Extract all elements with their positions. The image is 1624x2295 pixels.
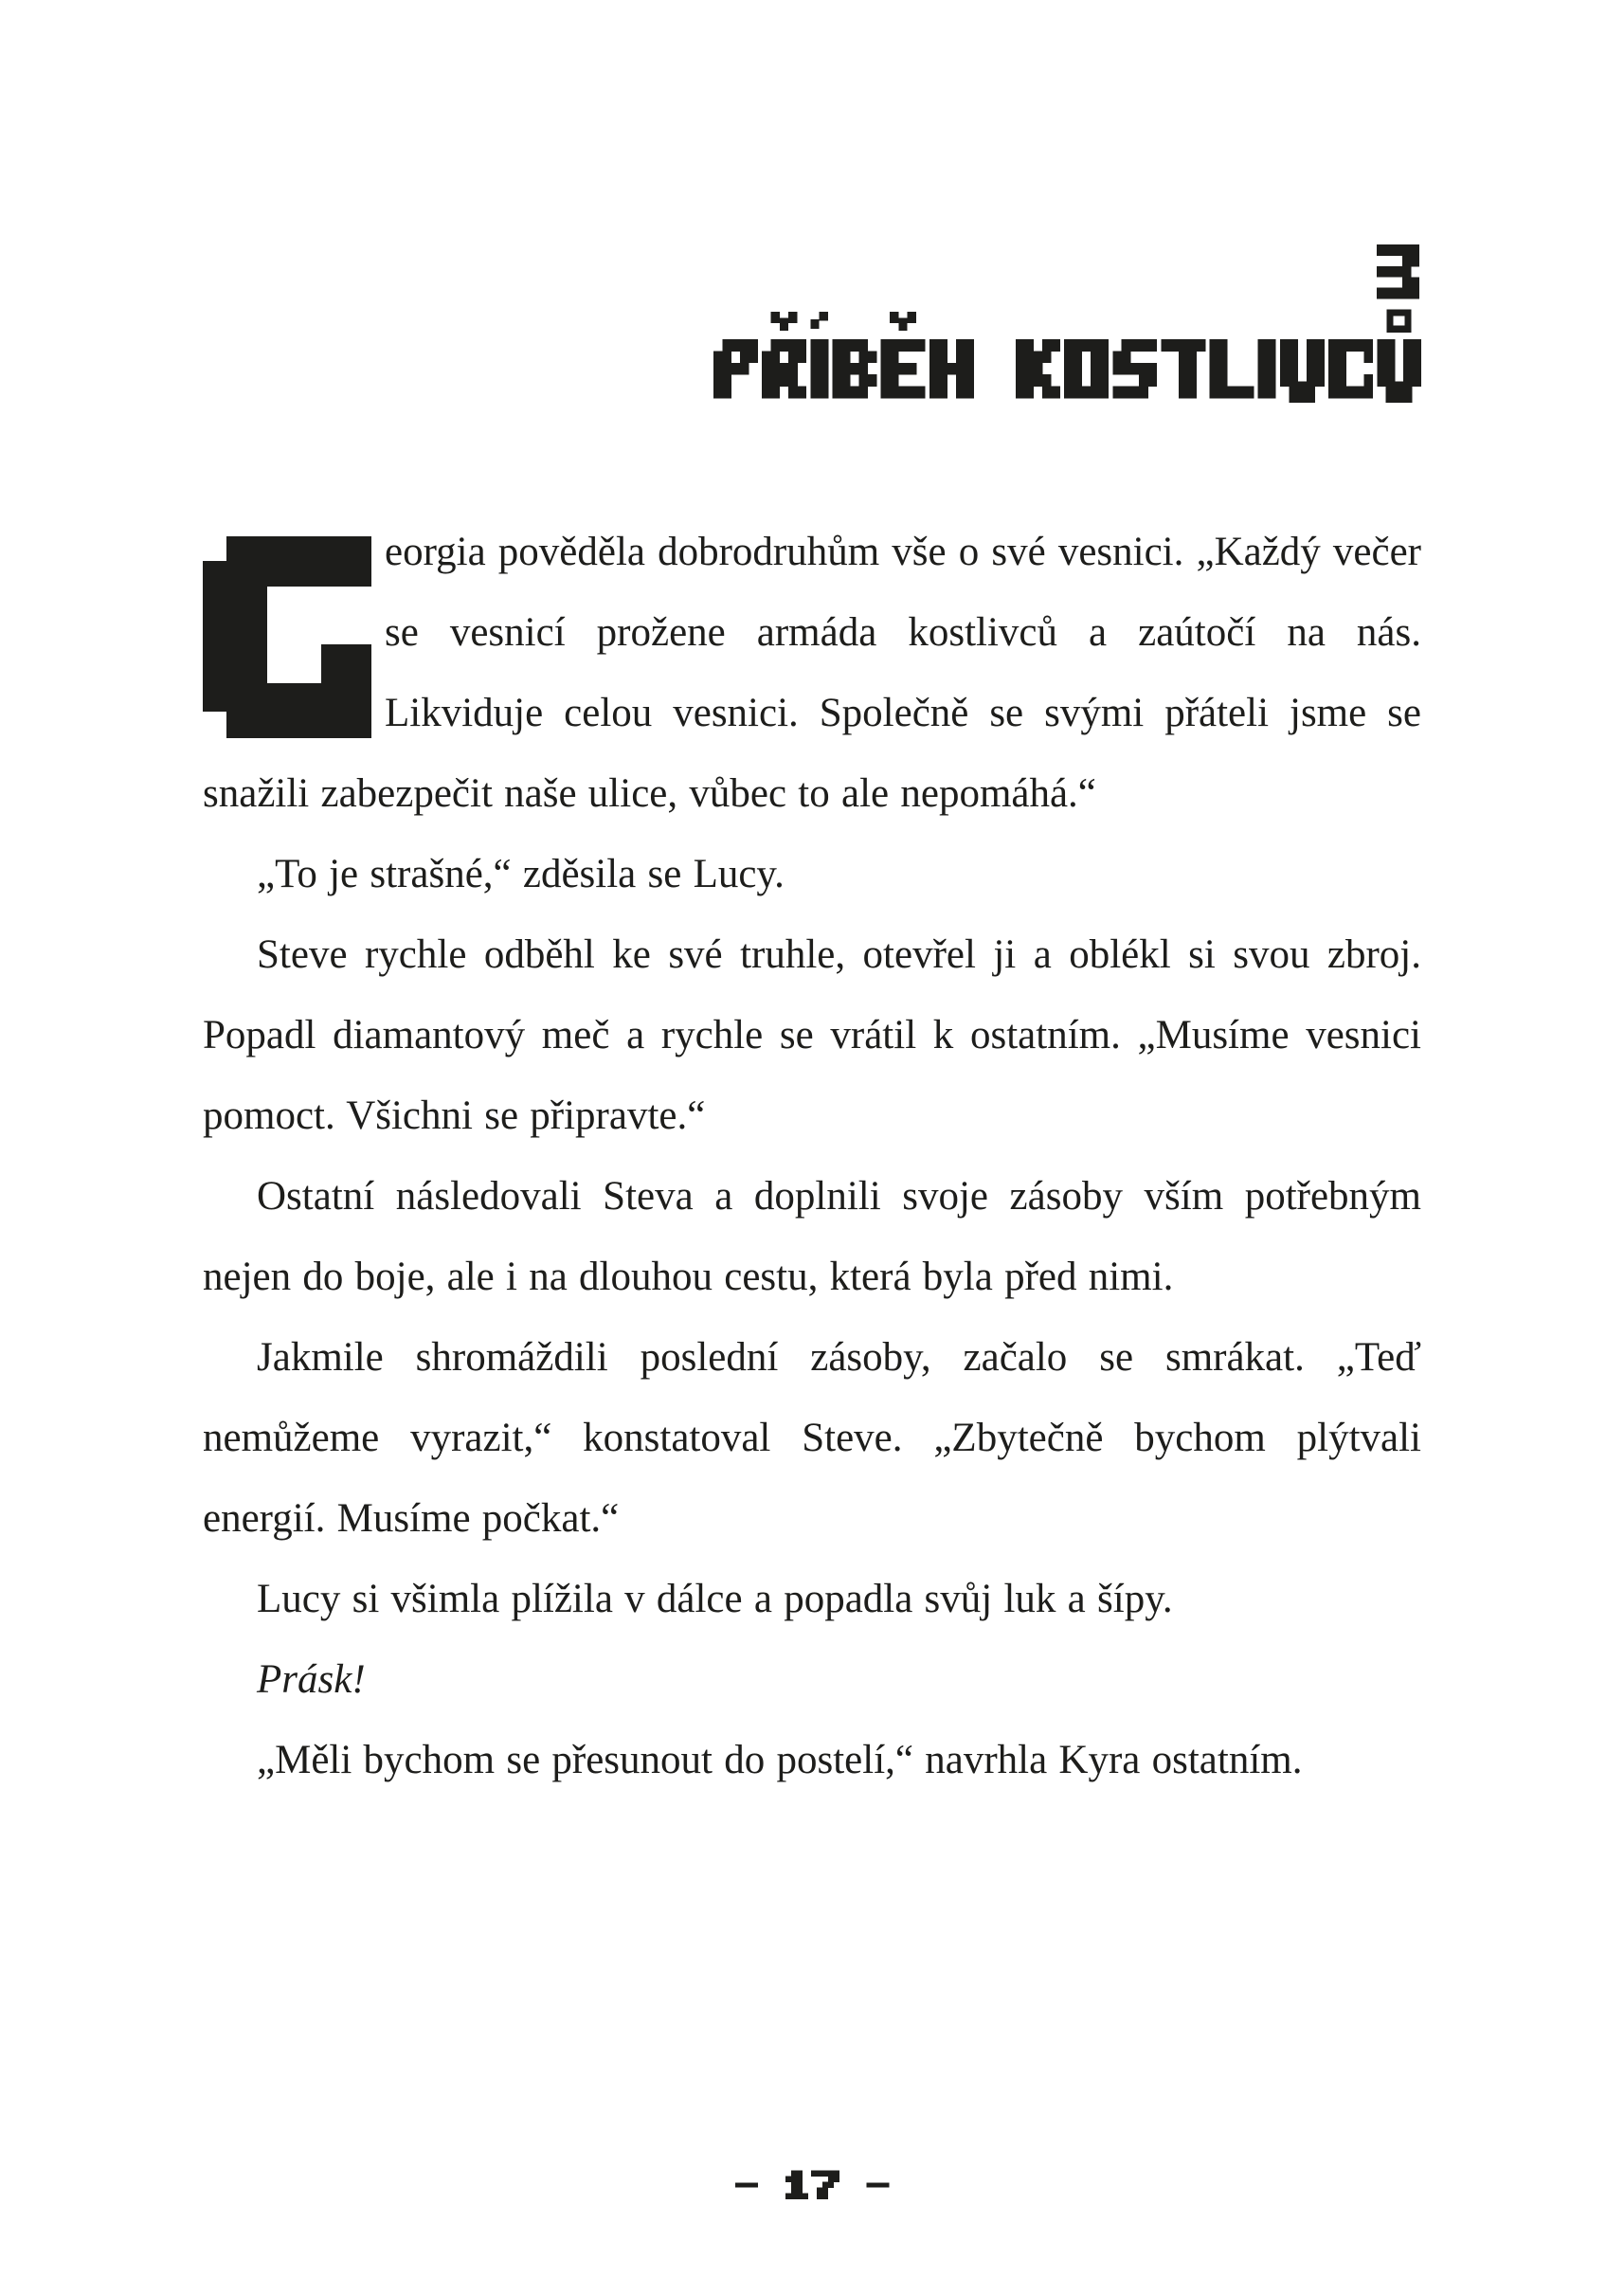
body-text — [203, 512, 1421, 1800]
paragraph: „Měli bychom se přesunout do postelí,“ navrhla Kyra ostatním. — [257, 1738, 1303, 1782]
page-footer — [0, 2154, 1624, 2205]
chapter-number — [1377, 213, 1419, 310]
paragraph: Ostatní následovali Steva a doplnili svoje zásoby vším potřebným nejen do boje, ale i na dlouhou cestu, která byla před nimi. — [203, 1174, 1421, 1299]
paragraph: „To je strašné,“ zděsila se Lucy. — [257, 852, 785, 896]
paragraph: Jakmile shromáždili poslední zásoby, začalo se smrákat. „Teď nemůžeme vyrazit,“ konstatoval Steve. „Zbytečně bychom plýtvali energií. Musíme počkat.“ — [203, 1335, 1421, 1541]
page-number — [735, 2154, 890, 2205]
paragraph: Steve rychle odběhl ke své truhle, otevřel ji a oblékl si svou zbroj. Popadl diamantový meč a rychle se vrátil k ostatním. „Musíme vesnici pomoct. Všichni se připravte.“ — [203, 932, 1421, 1138]
paragraph: Lucy si všimla plížila v dálce a popadla svůj luk a šípy. — [257, 1577, 1173, 1621]
paragraph: eorgia pověděla dobrodruhům vše o své vesnici. „Každý večer se vesnicí prožene armáda kostlivců a zaútočí na nás. Likviduje celou vesnici. Společně se svými přáteli jsme se snažili zabezpečit naše ulice, vůbec to ale nepomáhá.“ — [203, 530, 1421, 816]
chapter-title — [713, 305, 1421, 410]
drop-cap-letter — [203, 536, 371, 738]
paragraph: Prásk! — [257, 1657, 366, 1702]
